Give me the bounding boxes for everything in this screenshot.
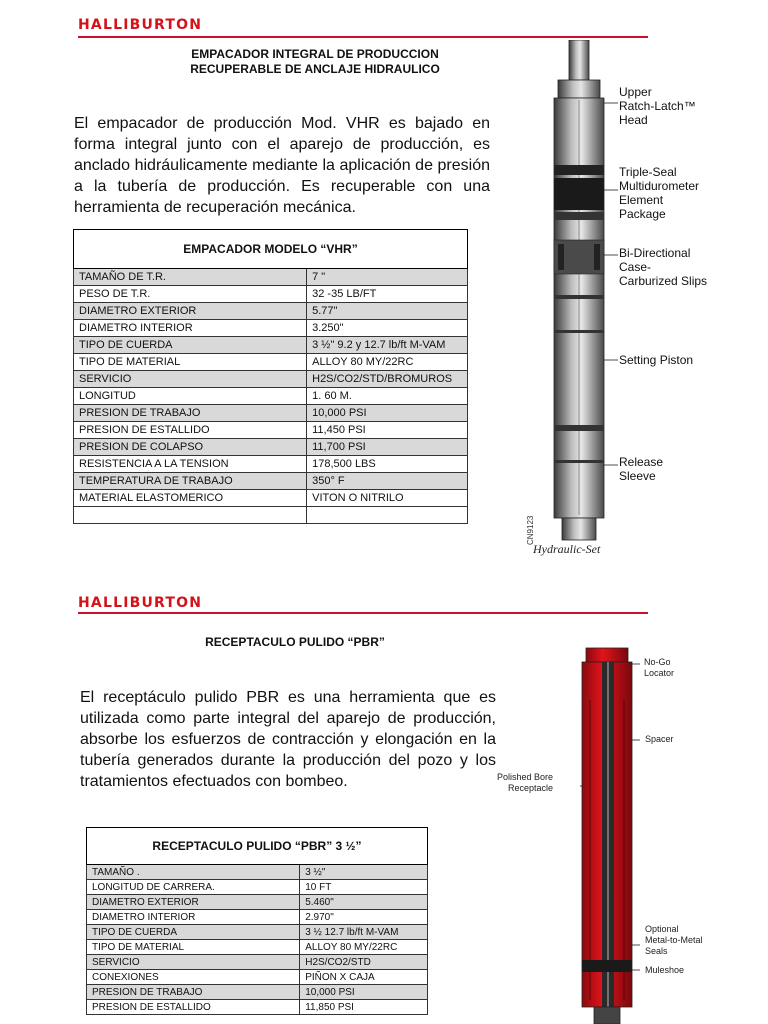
spec-value: VITON O NITRILO — [307, 490, 468, 507]
spec-label: PRESION DE TRABAJO — [74, 405, 307, 422]
table-row — [87, 970, 428, 985]
callout-setting-piston: Setting Piston — [619, 353, 694, 367]
spec-label: DIAMETRO EXTERIOR — [87, 895, 300, 910]
callout-metal-seals: Optional Metal-to-Metal Seals — [645, 924, 703, 956]
halliburton-logo: HALLIBURTON — [78, 17, 203, 33]
spec-value: 10,000 PSI — [300, 985, 428, 1000]
table-row — [74, 286, 468, 303]
spec-label: TIPO DE MATERIAL — [87, 940, 300, 955]
spec-label: LONGITUD DE CARRERA. — [87, 880, 300, 895]
table-row — [74, 354, 468, 371]
spec-value: ALLOY 80 MY/22RC — [300, 940, 428, 955]
table-row — [87, 925, 428, 940]
spec-value: 2.970" — [300, 910, 428, 925]
table-header: RECEPTACULO PULIDO “PBR” 3 ½” — [87, 828, 428, 865]
title-line-2: RECUPERABLE DE ANCLAJE HIDRAULICO — [190, 62, 440, 76]
callout-no-go-locator: No-Go Locator — [644, 657, 675, 678]
description-paragraph: El empacador de producción Mod. VHR es bajado en forma integral junto con el aparejo de producción, es anclado hidráulicamente mediante la aplicación de presión a la tubería de producción. Es recuperable con una herramienta de recuperación mecánica. — [74, 115, 490, 216]
spec-value: 11,700 PSI — [307, 439, 468, 456]
spec-label: TIPO DE MATERIAL — [74, 354, 307, 371]
page-title — [150, 47, 480, 77]
table-row — [87, 1000, 428, 1015]
callout-polished-bore: Polished Bore Receptacle — [497, 772, 554, 793]
callout-triple-seal: Triple-Seal Multidurometer Element Package — [619, 165, 700, 221]
spec-value: 10,000 PSI — [307, 405, 468, 422]
spec-label: SERVICIO — [87, 955, 300, 970]
spec-value: PIÑON X CAJA — [300, 970, 428, 985]
spec-table-pbr — [86, 827, 428, 1015]
spec-label: DIAMETRO INTERIOR — [74, 320, 307, 337]
spec-value: 11,450 PSI — [307, 422, 468, 439]
spec-label: PRESION DE COLAPSO — [74, 439, 307, 456]
table-row — [74, 422, 468, 439]
spec-label: MATERIAL ELASTOMERICO — [74, 490, 307, 507]
spec-label: PRESION DE ESTALLIDO — [87, 1000, 300, 1015]
spec-label: SERVICIO — [74, 371, 307, 388]
spec-value: 1. 60 M. — [307, 388, 468, 405]
spec-value: 3 ½" — [300, 865, 428, 880]
spec-label: LONGITUD — [74, 388, 307, 405]
spec-value: 5.460" — [300, 895, 428, 910]
spec-label: RESISTENCIA A LA TENSION — [74, 456, 307, 473]
spec-label: TIPO DE CUERDA — [87, 925, 300, 940]
spec-label — [74, 507, 307, 524]
table-row — [87, 940, 428, 955]
spec-value: 5.77" — [307, 303, 468, 320]
spec-label: PRESION DE TRABAJO — [87, 985, 300, 1000]
table-row — [74, 507, 468, 524]
spec-value: 3 ½ 12.7 lb/ft M-VAM — [300, 925, 428, 940]
table-row — [87, 955, 428, 970]
spec-value: 32 -35 LB/FT — [307, 286, 468, 303]
spec-value: ALLOY 80 MY/22RC — [307, 354, 468, 371]
figure-caption: Hydraulic-Set — [533, 542, 601, 556]
header-rule-2 — [78, 612, 648, 614]
header-rule — [78, 36, 648, 38]
table-row — [74, 337, 468, 354]
page-title-2: RECEPTACULO PULIDO “PBR” — [205, 635, 385, 649]
callout-spacer: Spacer — [645, 734, 674, 744]
halliburton-logo-2: HALLIBURTON — [78, 595, 203, 611]
spec-value — [307, 507, 468, 524]
table-row — [87, 985, 428, 1000]
callout-release-sleeve: Release Sleeve — [619, 455, 664, 483]
callout-muleshoe: Muleshoe — [645, 965, 685, 975]
table-row — [74, 320, 468, 337]
table-row — [74, 405, 468, 422]
table-row — [74, 303, 468, 320]
spec-value: 10 FT — [300, 880, 428, 895]
spec-value: 178,500 LBS — [307, 456, 468, 473]
spec-label: CONEXIONES — [87, 970, 300, 985]
description-paragraph-2: El receptáculo pulido PBR es una herramienta que es utilizada como parte integral del aparejo de producción, absorbe los esfuerzos de contracción y elongación en la tubería generados durante la producción del pozo y los tratamientos efectuados con bombeo. — [80, 689, 496, 790]
spec-label: TAMAÑO . — [87, 865, 300, 880]
table-row — [74, 388, 468, 405]
table-row — [87, 865, 428, 880]
spec-value: 350° F — [307, 473, 468, 490]
spec-value: 7 " — [307, 269, 468, 286]
spec-value: 3 ½" 9.2 y 12.7 lb/ft M-VAM — [307, 337, 468, 354]
spec-label: PRESION DE ESTALLIDO — [74, 422, 307, 439]
table-row — [74, 490, 468, 507]
spec-table-vhr — [73, 229, 468, 524]
spec-value: 3.250" — [307, 320, 468, 337]
table-row — [87, 880, 428, 895]
title-line-1: EMPACADOR INTEGRAL DE PRODUCCION — [191, 47, 439, 61]
pbr-figure — [580, 640, 640, 1024]
table-row — [87, 895, 428, 910]
table-row — [74, 371, 468, 388]
spec-value: H2S/CO2/STD/BROMUROS — [307, 371, 468, 388]
spec-label: TEMPERATURA DE TRABAJO — [74, 473, 307, 490]
table-row — [74, 439, 468, 456]
figure-code: CN9123 — [526, 515, 535, 545]
spec-value: H2S/CO2/STD — [300, 955, 428, 970]
table-row — [87, 910, 428, 925]
spec-label: TIPO DE CUERDA — [74, 337, 307, 354]
table-row — [74, 473, 468, 490]
spec-label: DIAMETRO EXTERIOR — [74, 303, 307, 320]
callout-slips: Bi-Directional Case- Carburized Slips — [619, 246, 708, 288]
callout-upper-ratch-latch: Upper Ratch-Latch™ Head — [619, 85, 696, 127]
table-header: EMPACADOR MODELO “VHR” — [74, 230, 468, 269]
spec-label: PESO DE T.R. — [74, 286, 307, 303]
spec-value: 11,850 PSI — [300, 1000, 428, 1015]
spec-label: DIAMETRO INTERIOR — [87, 910, 300, 925]
spec-label: TAMAÑO DE T.R. — [74, 269, 307, 286]
table-row — [74, 456, 468, 473]
table-row — [74, 269, 468, 286]
